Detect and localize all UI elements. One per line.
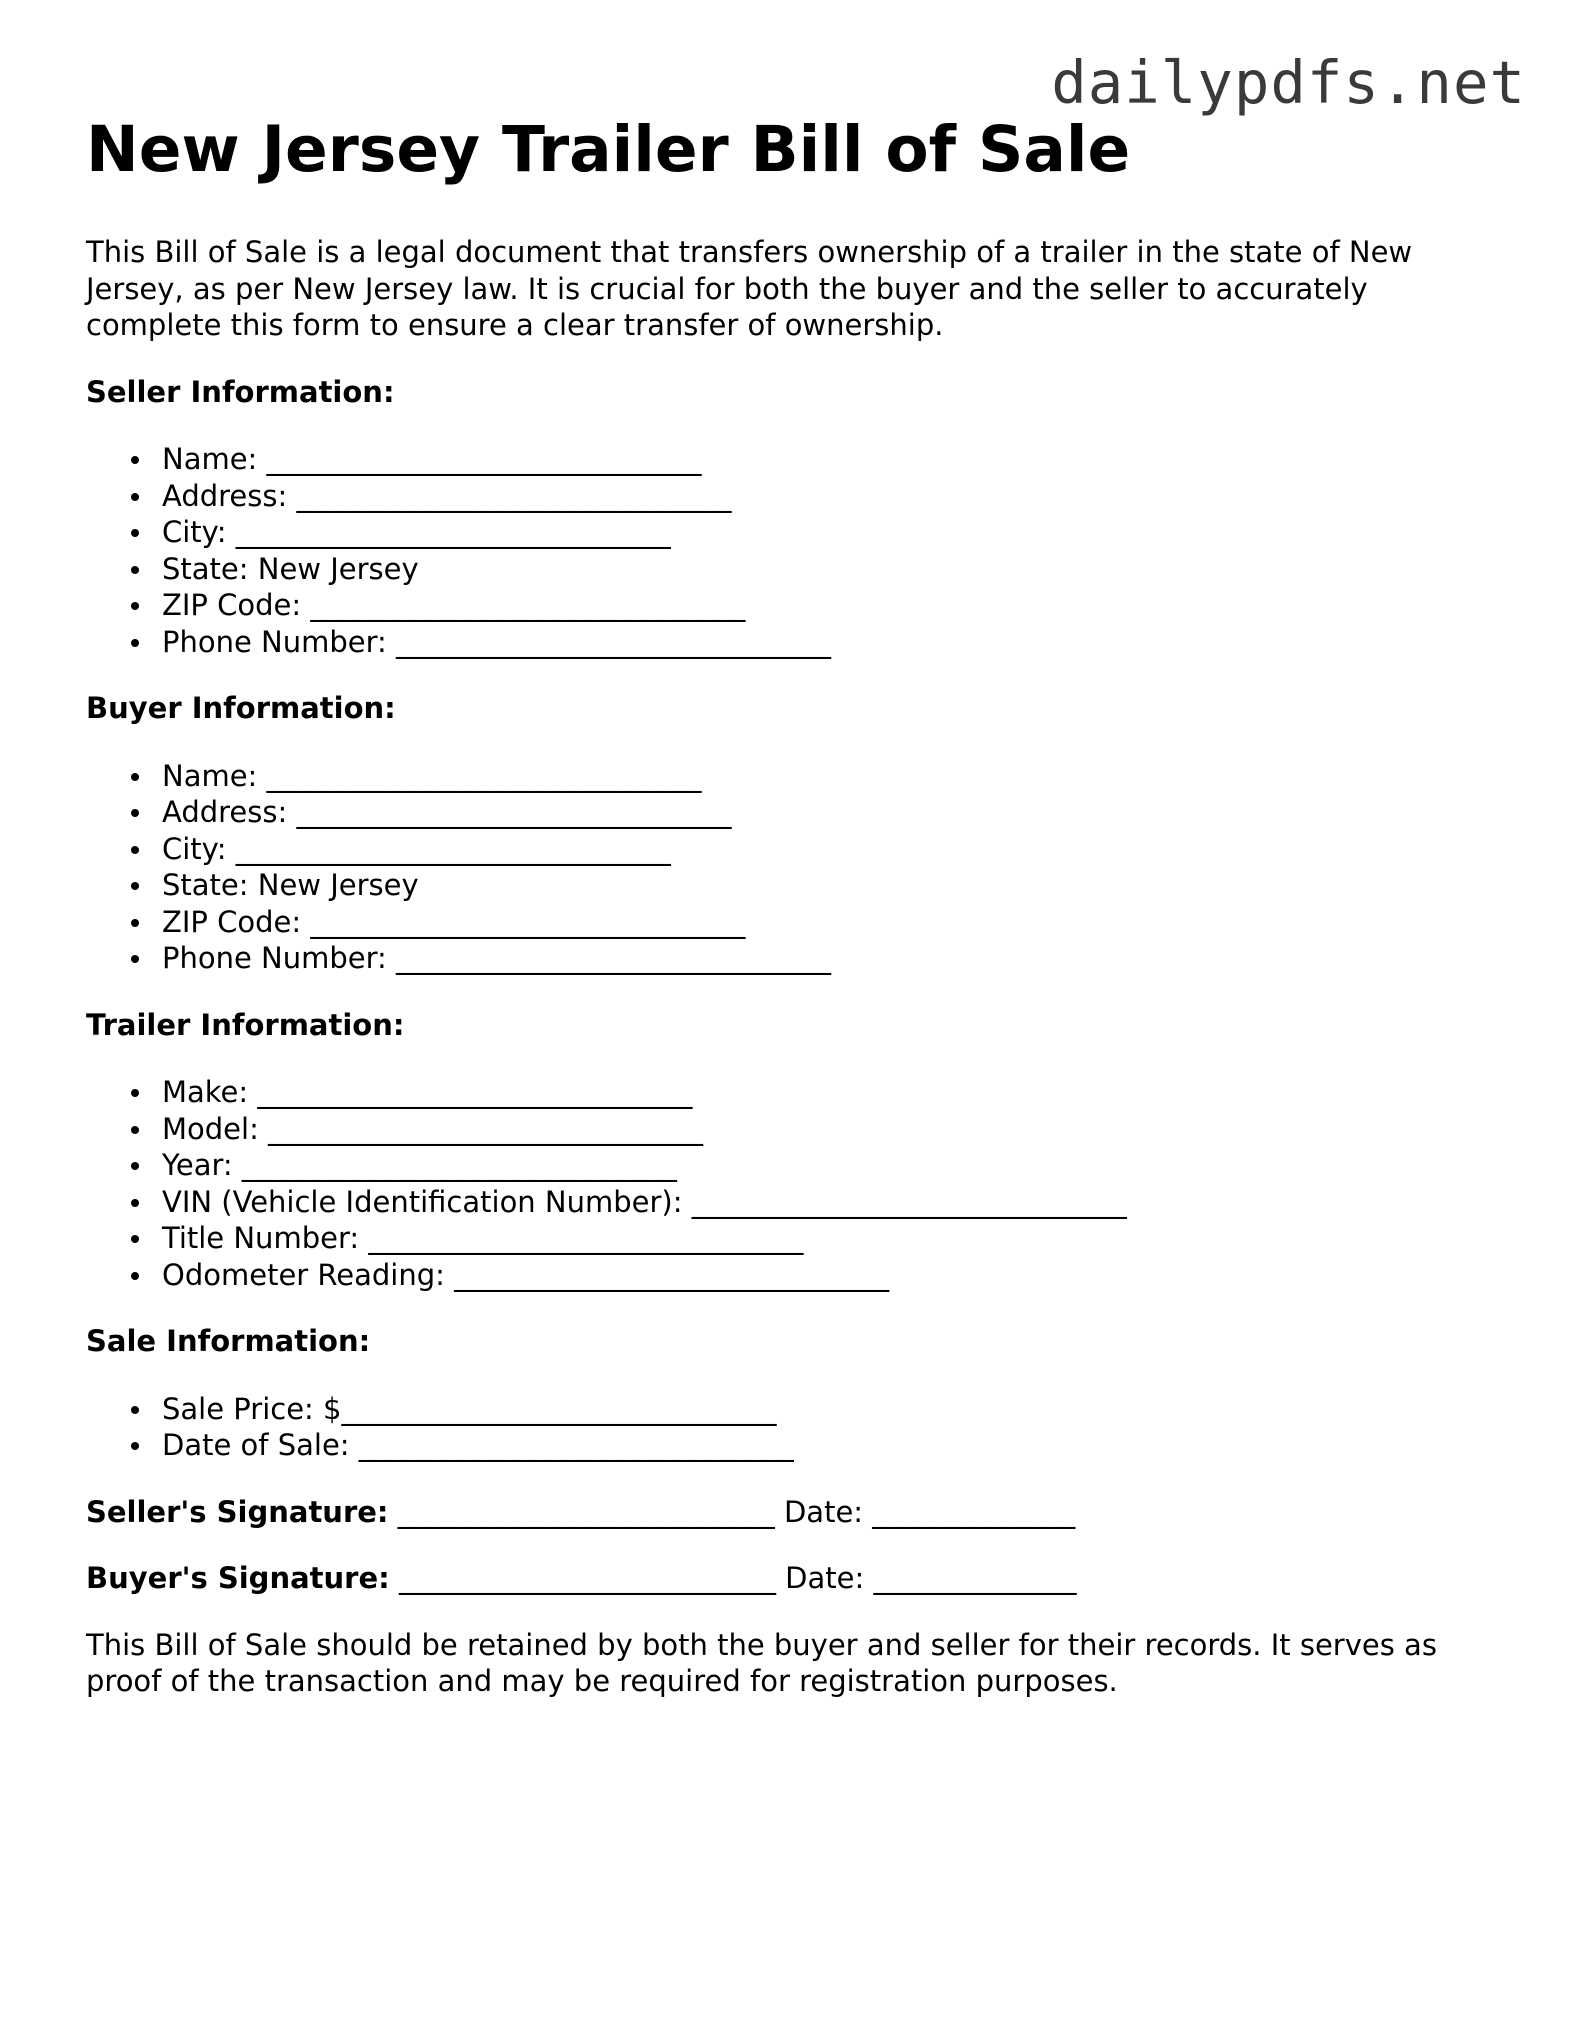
sale-price-field[interactable]: Sale Price: $______________________________: [162, 1391, 1496, 1428]
buyer-name-field[interactable]: Name: ______________________________: [162, 758, 1496, 795]
seller-name-field[interactable]: Name: ______________________________: [162, 441, 1496, 478]
buyer-zip-field[interactable]: ZIP Code: ______________________________: [162, 904, 1496, 941]
trailer-section-heading: Trailer Information:: [86, 1007, 405, 1042]
trailer-vin-field[interactable]: VIN (Vehicle Identification Number): ______________________________: [162, 1184, 1496, 1221]
trailer-odometer-field[interactable]: Odometer Reading: ______________________________: [162, 1257, 1496, 1294]
trailer-make-field[interactable]: Make: ______________________________: [162, 1074, 1496, 1111]
document-title: New Jersey Trailer Bill of Sale: [86, 113, 1131, 186]
seller-signature-line[interactable]: __________________________ Date: ______________: [388, 1494, 1076, 1529]
closing-paragraph: This Bill of Sale should be retained by both the buyer and seller for their records. It serves as proof of the transaction and may be required for registration purposes.: [86, 1627, 1437, 1698]
seller-city-field[interactable]: City: ______________________________: [162, 514, 1496, 551]
seller-state-field: State: New Jersey: [162, 551, 1496, 588]
buyer-signature-row[interactable]: [86, 1560, 1496, 1597]
buyer-state-field: State: New Jersey: [162, 867, 1496, 904]
seller-section-heading: Seller Information:: [86, 374, 395, 409]
buyer-signature-label: Buyer's Signature:: [86, 1561, 390, 1595]
watermark-logo: dailypdfs.net: [1051, 48, 1526, 117]
intro-paragraph: This Bill of Sale is a legal document that transfers ownership of a trailer in the state of New Jersey, as per New Jersey law. It is crucial for both the buyer and the seller to accurately complete this form to ensure a clear transfer of ownership.: [86, 235, 1413, 342]
buyer-address-field[interactable]: Address: ______________________________: [162, 794, 1496, 831]
sale-date-field[interactable]: Date of Sale: ______________________________: [162, 1427, 1496, 1464]
seller-zip-field[interactable]: ZIP Code: ______________________________: [162, 587, 1496, 624]
seller-address-field[interactable]: Address: ______________________________: [162, 478, 1496, 515]
buyer-city-field[interactable]: City: ______________________________: [162, 831, 1496, 868]
trailer-title-number-field[interactable]: Title Number: ______________________________: [162, 1220, 1496, 1257]
seller-phone-field[interactable]: Phone Number: ______________________________: [162, 624, 1496, 661]
trailer-fields-list: [86, 1074, 1496, 1293]
trailer-model-field[interactable]: Model: ______________________________: [162, 1111, 1496, 1148]
buyer-signature-line[interactable]: __________________________ Date: ______________: [389, 1561, 1077, 1595]
buyer-fields-list: [86, 758, 1496, 977]
seller-fields-list: [86, 441, 1496, 660]
buyer-phone-field[interactable]: Phone Number: ______________________________: [162, 940, 1496, 977]
seller-signature-row[interactable]: [86, 1494, 1496, 1531]
trailer-year-field[interactable]: Year: ______________________________: [162, 1147, 1496, 1184]
document-page: [86, 110, 1496, 1700]
seller-signature-label: Seller's Signature:: [86, 1494, 389, 1529]
sale-fields-list: [86, 1391, 1496, 1464]
sale-section-heading: Sale Information:: [86, 1324, 371, 1358]
buyer-section-heading: Buyer Information:: [86, 691, 396, 725]
